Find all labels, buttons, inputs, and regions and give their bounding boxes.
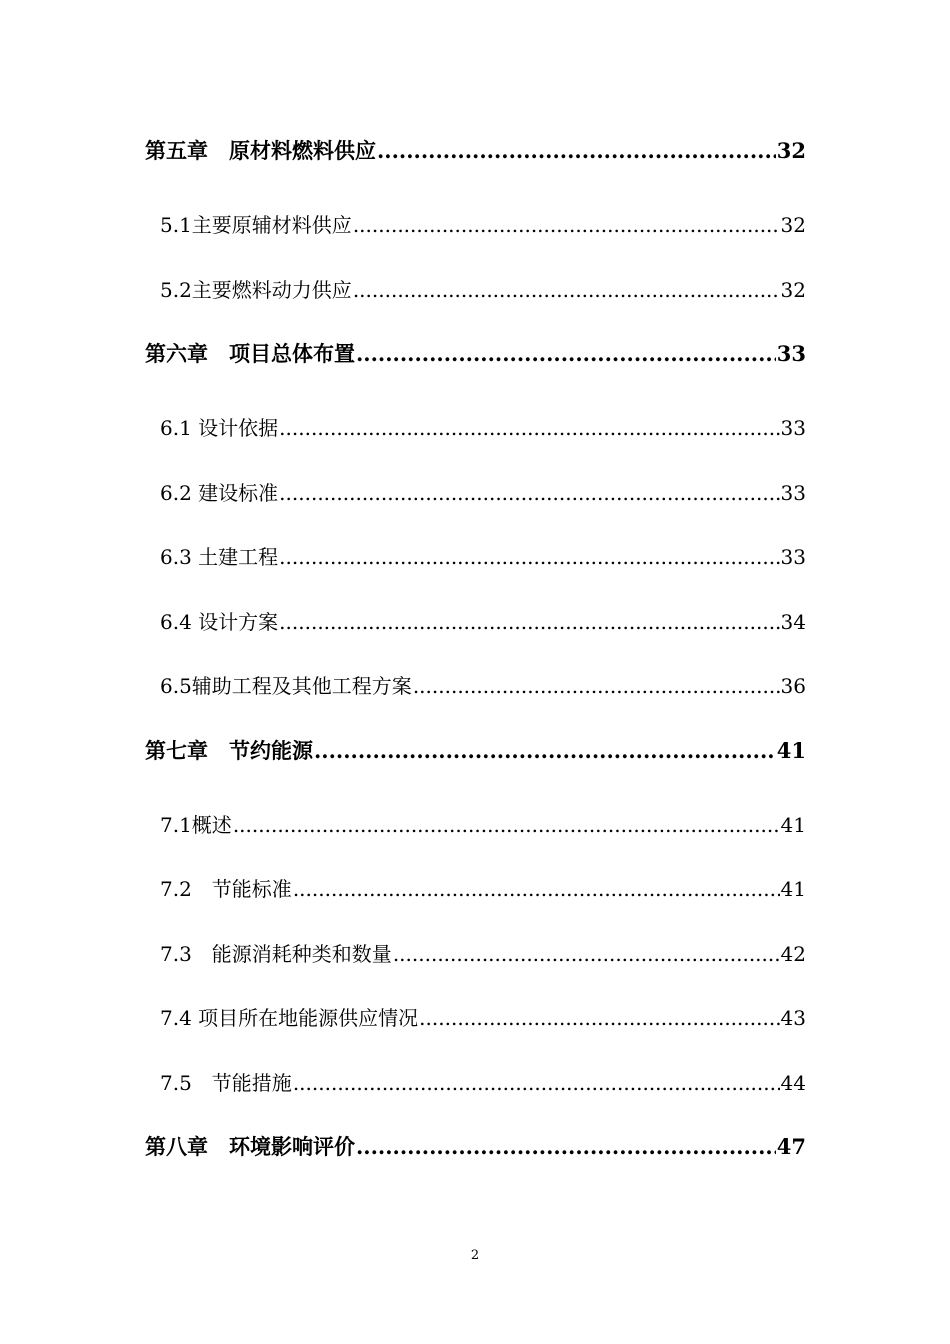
toc-dot-leader xyxy=(353,261,780,319)
toc-page-number: 33 xyxy=(776,341,806,366)
toc-page-number: 32 xyxy=(780,213,806,237)
page-number: 2 xyxy=(470,1248,480,1263)
toc-chapter[interactable] xyxy=(145,1118,806,1192)
toc-dot-leader xyxy=(356,1118,776,1176)
toc-entry-title: 7.3 能源消耗种类和数量 xyxy=(160,941,392,966)
toc-entry-title: 6.4 设计方案 xyxy=(160,609,279,634)
toc-dot-leader xyxy=(413,657,780,715)
toc-page-number: 33 xyxy=(780,480,806,505)
toc-section[interactable] xyxy=(145,1054,806,1119)
toc-section[interactable] xyxy=(145,593,806,658)
toc-entry-title: 6.1 设计依据 xyxy=(160,416,279,440)
toc-section[interactable] xyxy=(145,464,806,529)
toc-entry-title: 5.1主要原辅材料供应 xyxy=(160,213,352,237)
toc-page-number: 41 xyxy=(776,737,806,763)
toc-page-number: 34 xyxy=(780,609,806,634)
toc-dot-leader xyxy=(419,989,779,1047)
toc-dot-leader xyxy=(293,860,780,918)
toc-section[interactable] xyxy=(145,796,806,861)
toc-entry-title: 第五章 原材料燃料供应 xyxy=(145,138,376,163)
toc-entry-title: 第六章 项目总体布置 xyxy=(145,341,355,366)
toc-dot-leader xyxy=(293,1054,780,1112)
toc-chapter[interactable] xyxy=(145,325,806,399)
toc-entry-title: 6.3 土建工程 xyxy=(160,545,279,569)
toc-section[interactable] xyxy=(145,528,806,593)
toc-page-number: 42 xyxy=(780,941,806,966)
toc-page-number: 33 xyxy=(780,416,806,440)
toc-entry-title: 7.4 项目所在地能源供应情况 xyxy=(160,1006,419,1030)
toc-page-number: 32 xyxy=(780,277,806,302)
toc-dot-leader xyxy=(393,925,780,983)
toc-section[interactable] xyxy=(145,399,806,464)
toc-entry-title: 7.5 节能措施 xyxy=(160,1070,292,1095)
table-of-contents xyxy=(145,122,806,1192)
toc-entry-title: 7.2 节能标准 xyxy=(160,877,292,901)
toc-dot-leader xyxy=(377,122,776,180)
toc-entry-title: 第七章 节约能源 xyxy=(145,737,313,763)
toc-section[interactable] xyxy=(145,989,806,1054)
toc-entry-title: 第八章 环境影响评价 xyxy=(145,1134,355,1159)
toc-dot-leader xyxy=(279,464,779,522)
toc-page-number: 41 xyxy=(780,812,806,837)
toc-dot-leader xyxy=(233,796,780,854)
toc-entry-title: 5.2主要燃料动力供应 xyxy=(160,277,352,302)
toc-page-number: 36 xyxy=(780,674,806,698)
toc-section[interactable] xyxy=(145,925,806,990)
toc-entry-title: 6.2 建设标准 xyxy=(160,480,279,505)
toc-dot-leader xyxy=(279,399,779,457)
toc-page-number: 32 xyxy=(776,138,806,163)
toc-page-number: 41 xyxy=(780,877,806,901)
toc-section[interactable] xyxy=(145,261,806,326)
toc-page-number: 47 xyxy=(776,1134,806,1159)
toc-page-number: 33 xyxy=(780,545,806,569)
toc-page-number: 44 xyxy=(780,1070,806,1095)
toc-entry-title: 7.1概述 xyxy=(160,812,232,837)
toc-chapter[interactable] xyxy=(145,722,806,796)
toc-dot-leader xyxy=(353,196,780,254)
toc-page-number: 43 xyxy=(780,1006,806,1030)
toc-entry-title: 6.5辅助工程及其他工程方案 xyxy=(160,674,412,698)
toc-dot-leader xyxy=(314,722,776,780)
toc-dot-leader xyxy=(356,325,776,383)
toc-dot-leader xyxy=(279,528,779,586)
toc-section[interactable] xyxy=(145,657,806,722)
toc-dot-leader xyxy=(279,593,779,651)
toc-section[interactable] xyxy=(145,860,806,925)
toc-section[interactable] xyxy=(145,196,806,261)
toc-chapter[interactable] xyxy=(145,122,806,196)
